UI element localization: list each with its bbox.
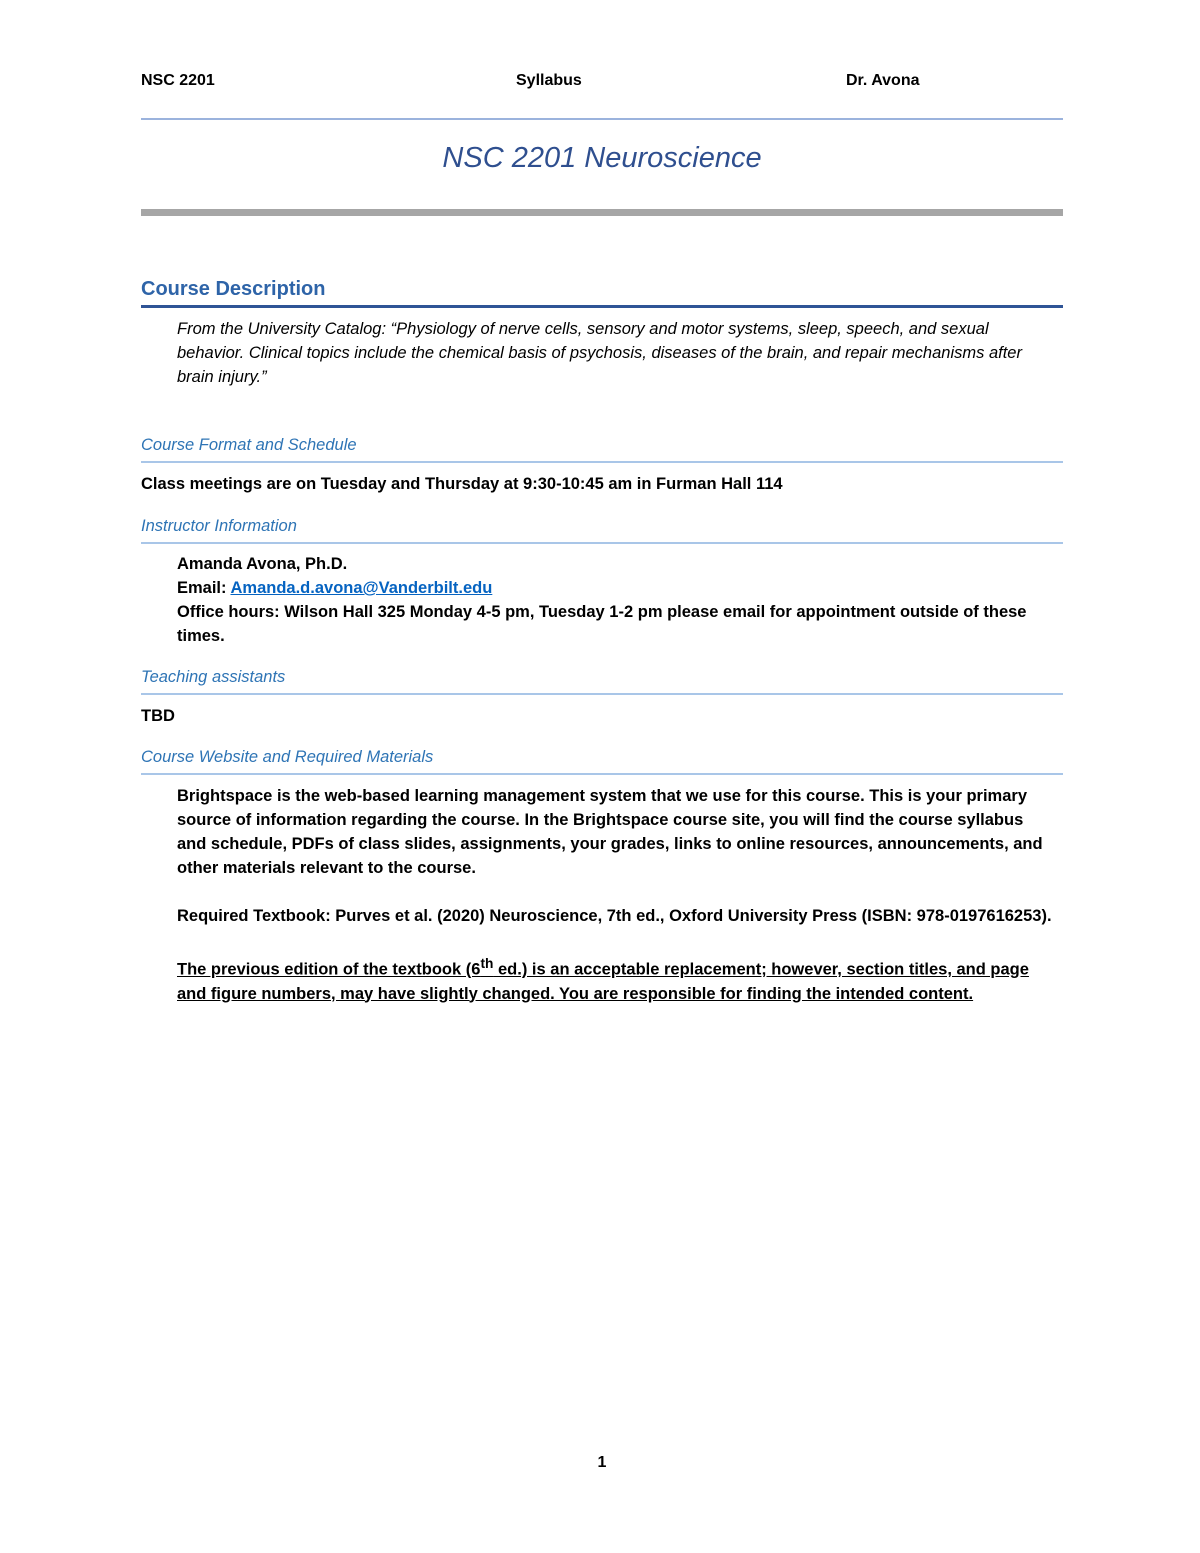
edition-note-end: ed.) is an acceptable replacement; however, section titles, and page and figure numbers, may have slightly changed. You are responsible for finding the intended content. — [177, 960, 1029, 1003]
course-description-text: From the University Catalog: “Physiology of nerve cells, sensory and motor systems, sleep, speech, and sexual behavior. Clinical topics include the chemical basis of psychosis, diseases of the brain, and repair mechanisms after brain injury.” — [177, 320, 1022, 386]
instructor-email-line — [177, 576, 1057, 600]
textbook-text: Required Textbook: Purves et al. (2020) Neuroscience, 7th ed., Oxford University Press (ISBN: 978-0197616253). — [177, 907, 1052, 925]
header-divider — [141, 118, 1063, 120]
instructor-email-link[interactable]: Amanda.d.avona@Vanderbilt.edu — [230, 579, 493, 597]
course-format-heading: Course Format and Schedule — [141, 436, 357, 454]
edition-note-start: The previous edition of the textbook (6 — [177, 960, 481, 979]
brightspace-text: Brightspace is the web-based learning management system that we use for this course. This is your primary source of information regarding the course. In the Brightspace course site, you will find the course syllabus and schedule, PDFs of class slides, assignments, your grades, links to online resources, announcements, and other materials relevant to the course. — [177, 787, 1043, 877]
materials-heading: Course Website and Required Materials — [141, 748, 434, 766]
email-label: Email: — [177, 579, 231, 597]
teaching-assistants-heading: Teaching assistants — [141, 668, 286, 686]
teaching-assistants-divider — [141, 693, 1063, 695]
instructor-name: Amanda Avona, Ph.D. — [177, 555, 348, 573]
class-meetings-text: Class meetings are on Tuesday and Thursday at 9:30-10:45 am in Furman Hall 114 — [141, 475, 783, 493]
instructor-details — [177, 552, 1057, 648]
header-course-code: NSC 2201 — [141, 72, 215, 89]
course-description-heading: Course Description — [141, 278, 326, 300]
course-description-divider — [141, 305, 1063, 308]
page-number: 1 — [597, 1454, 607, 1471]
office-hours: Office hours: Wilson Hall 325 Monday 4-5 pm, Tuesday 1-2 pm please email for appointment outside of these times. — [177, 603, 1027, 645]
document-title: NSC 2201 Neuroscience — [442, 142, 762, 174]
header-instructor: Dr. Avona — [846, 72, 920, 89]
instructor-divider — [141, 542, 1063, 544]
teaching-assistants-text: TBD — [141, 707, 175, 725]
title-divider — [141, 209, 1063, 216]
edition-note-superscript: th — [480, 956, 494, 971]
course-format-divider — [141, 461, 1063, 463]
materials-divider — [141, 773, 1063, 775]
edition-note — [177, 952, 1057, 1006]
syllabus-page — [141, 0, 1063, 1553]
running-header — [141, 72, 1063, 94]
instructor-heading: Instructor Information — [141, 517, 297, 535]
header-document-type: Syllabus — [516, 72, 582, 89]
